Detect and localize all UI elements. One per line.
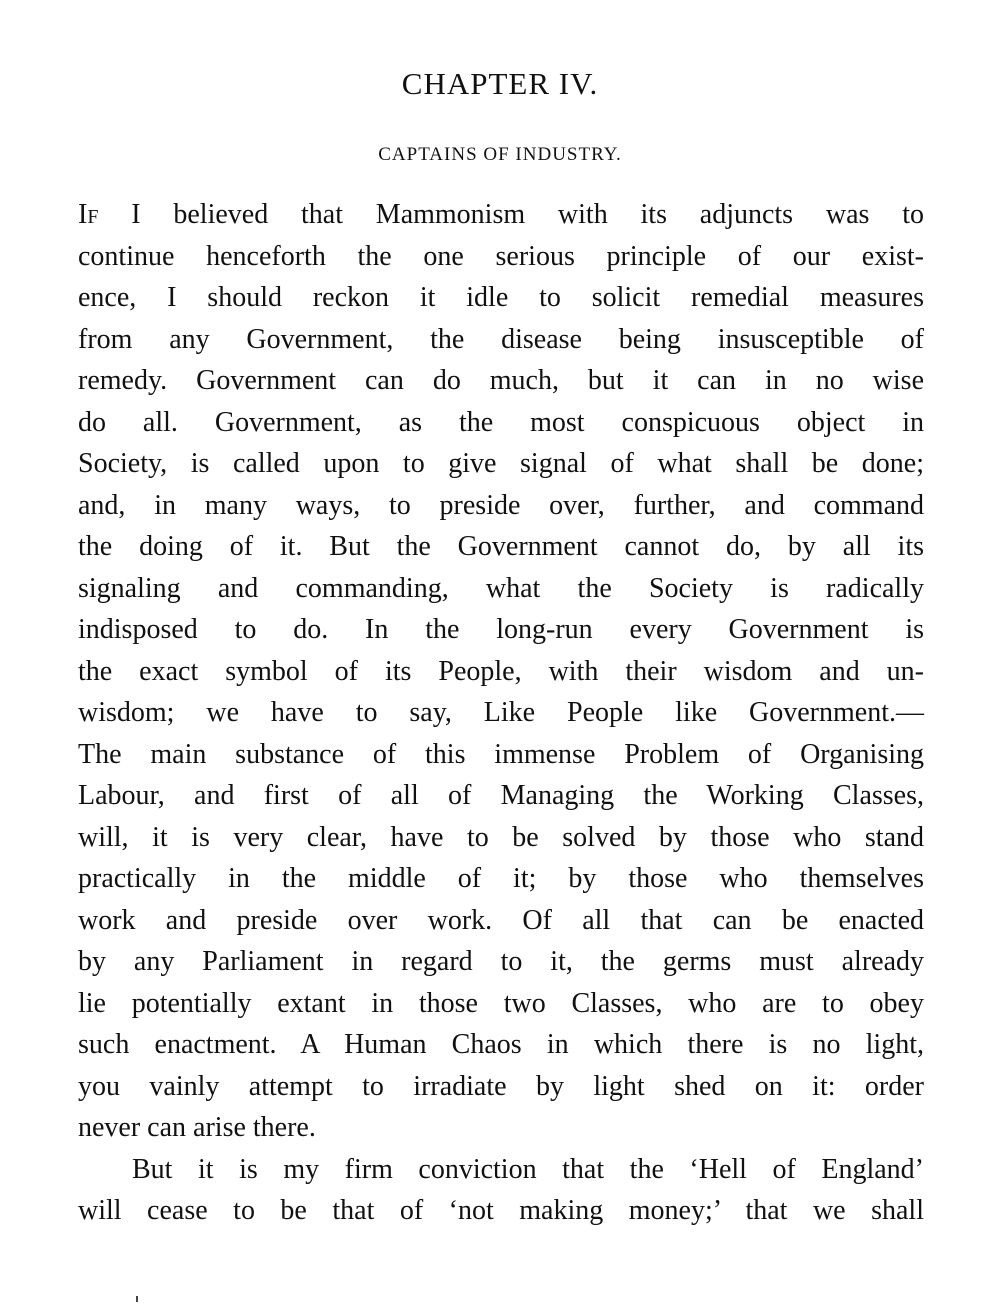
chapter-title: CHAPTER IV. xyxy=(401,66,599,101)
text-line: indisposed to do. In the long-run every Government is xyxy=(78,614,924,645)
text-line: work and preside over work. Of all that can be enacted xyxy=(78,904,924,936)
text-line: remedy. Government can do much, but it can in no wise xyxy=(78,365,924,396)
text-line: never can arise there. xyxy=(78,1112,316,1143)
text-line: from any Government, the disease being insusceptible of xyxy=(78,323,924,355)
text-line: The main substance of this immense Problem of Organising xyxy=(78,738,924,770)
text-line: Society, is called upon to give signal of what shall be done; xyxy=(78,448,924,479)
chapter-subtitle: CAPTAINS OF INDUSTRY. xyxy=(378,144,622,165)
text-line: But it is my firm conviction that the ‘Hell of England’ xyxy=(132,1153,924,1185)
text-line: ence, I should reckon it idle to solicit remedial measures xyxy=(78,282,924,313)
text-line: do all. Government, as the most conspicuous object in xyxy=(78,406,924,438)
text-line: the doing of it. But the Government cannot do, by all its xyxy=(78,531,924,562)
text-line: wisdom; we have to say, Like People like Government.— xyxy=(78,697,924,728)
text-line: will, it is very clear, have to be solved by those who stand xyxy=(78,821,924,853)
text-line: by any Parliament in regard to it, the germs must already xyxy=(78,946,924,977)
scan-artifact xyxy=(136,1296,138,1302)
text-line: If I believed that Mammonism with its adjuncts was to xyxy=(78,199,924,230)
text-line: continue henceforth the one serious principle of our exist- xyxy=(78,240,924,272)
text-line: signaling and commanding, what the Society is radically xyxy=(78,572,924,604)
text-line: and, in many ways, to preside over, further, and command xyxy=(78,489,924,521)
text-line: Labour, and first of all of Managing the Working Classes, xyxy=(78,780,924,811)
text-line: lie potentially extant in those two Classes, who are to obey xyxy=(78,987,924,1019)
drop-word: If xyxy=(78,199,99,230)
text-line: such enactment. A Human Chaos in which there is no light, xyxy=(78,1029,924,1060)
text-line: the exact symbol of its People, with their wisdom and un- xyxy=(78,655,924,687)
text-line: practically in the middle of it; by those who themselves xyxy=(78,863,924,894)
body-text xyxy=(78,194,924,1232)
text-line: will cease to be that of ‘not making money;’ that we shall xyxy=(78,1195,924,1226)
text-line: you vainly attempt to irradiate by light shed on it: order xyxy=(78,1070,924,1102)
